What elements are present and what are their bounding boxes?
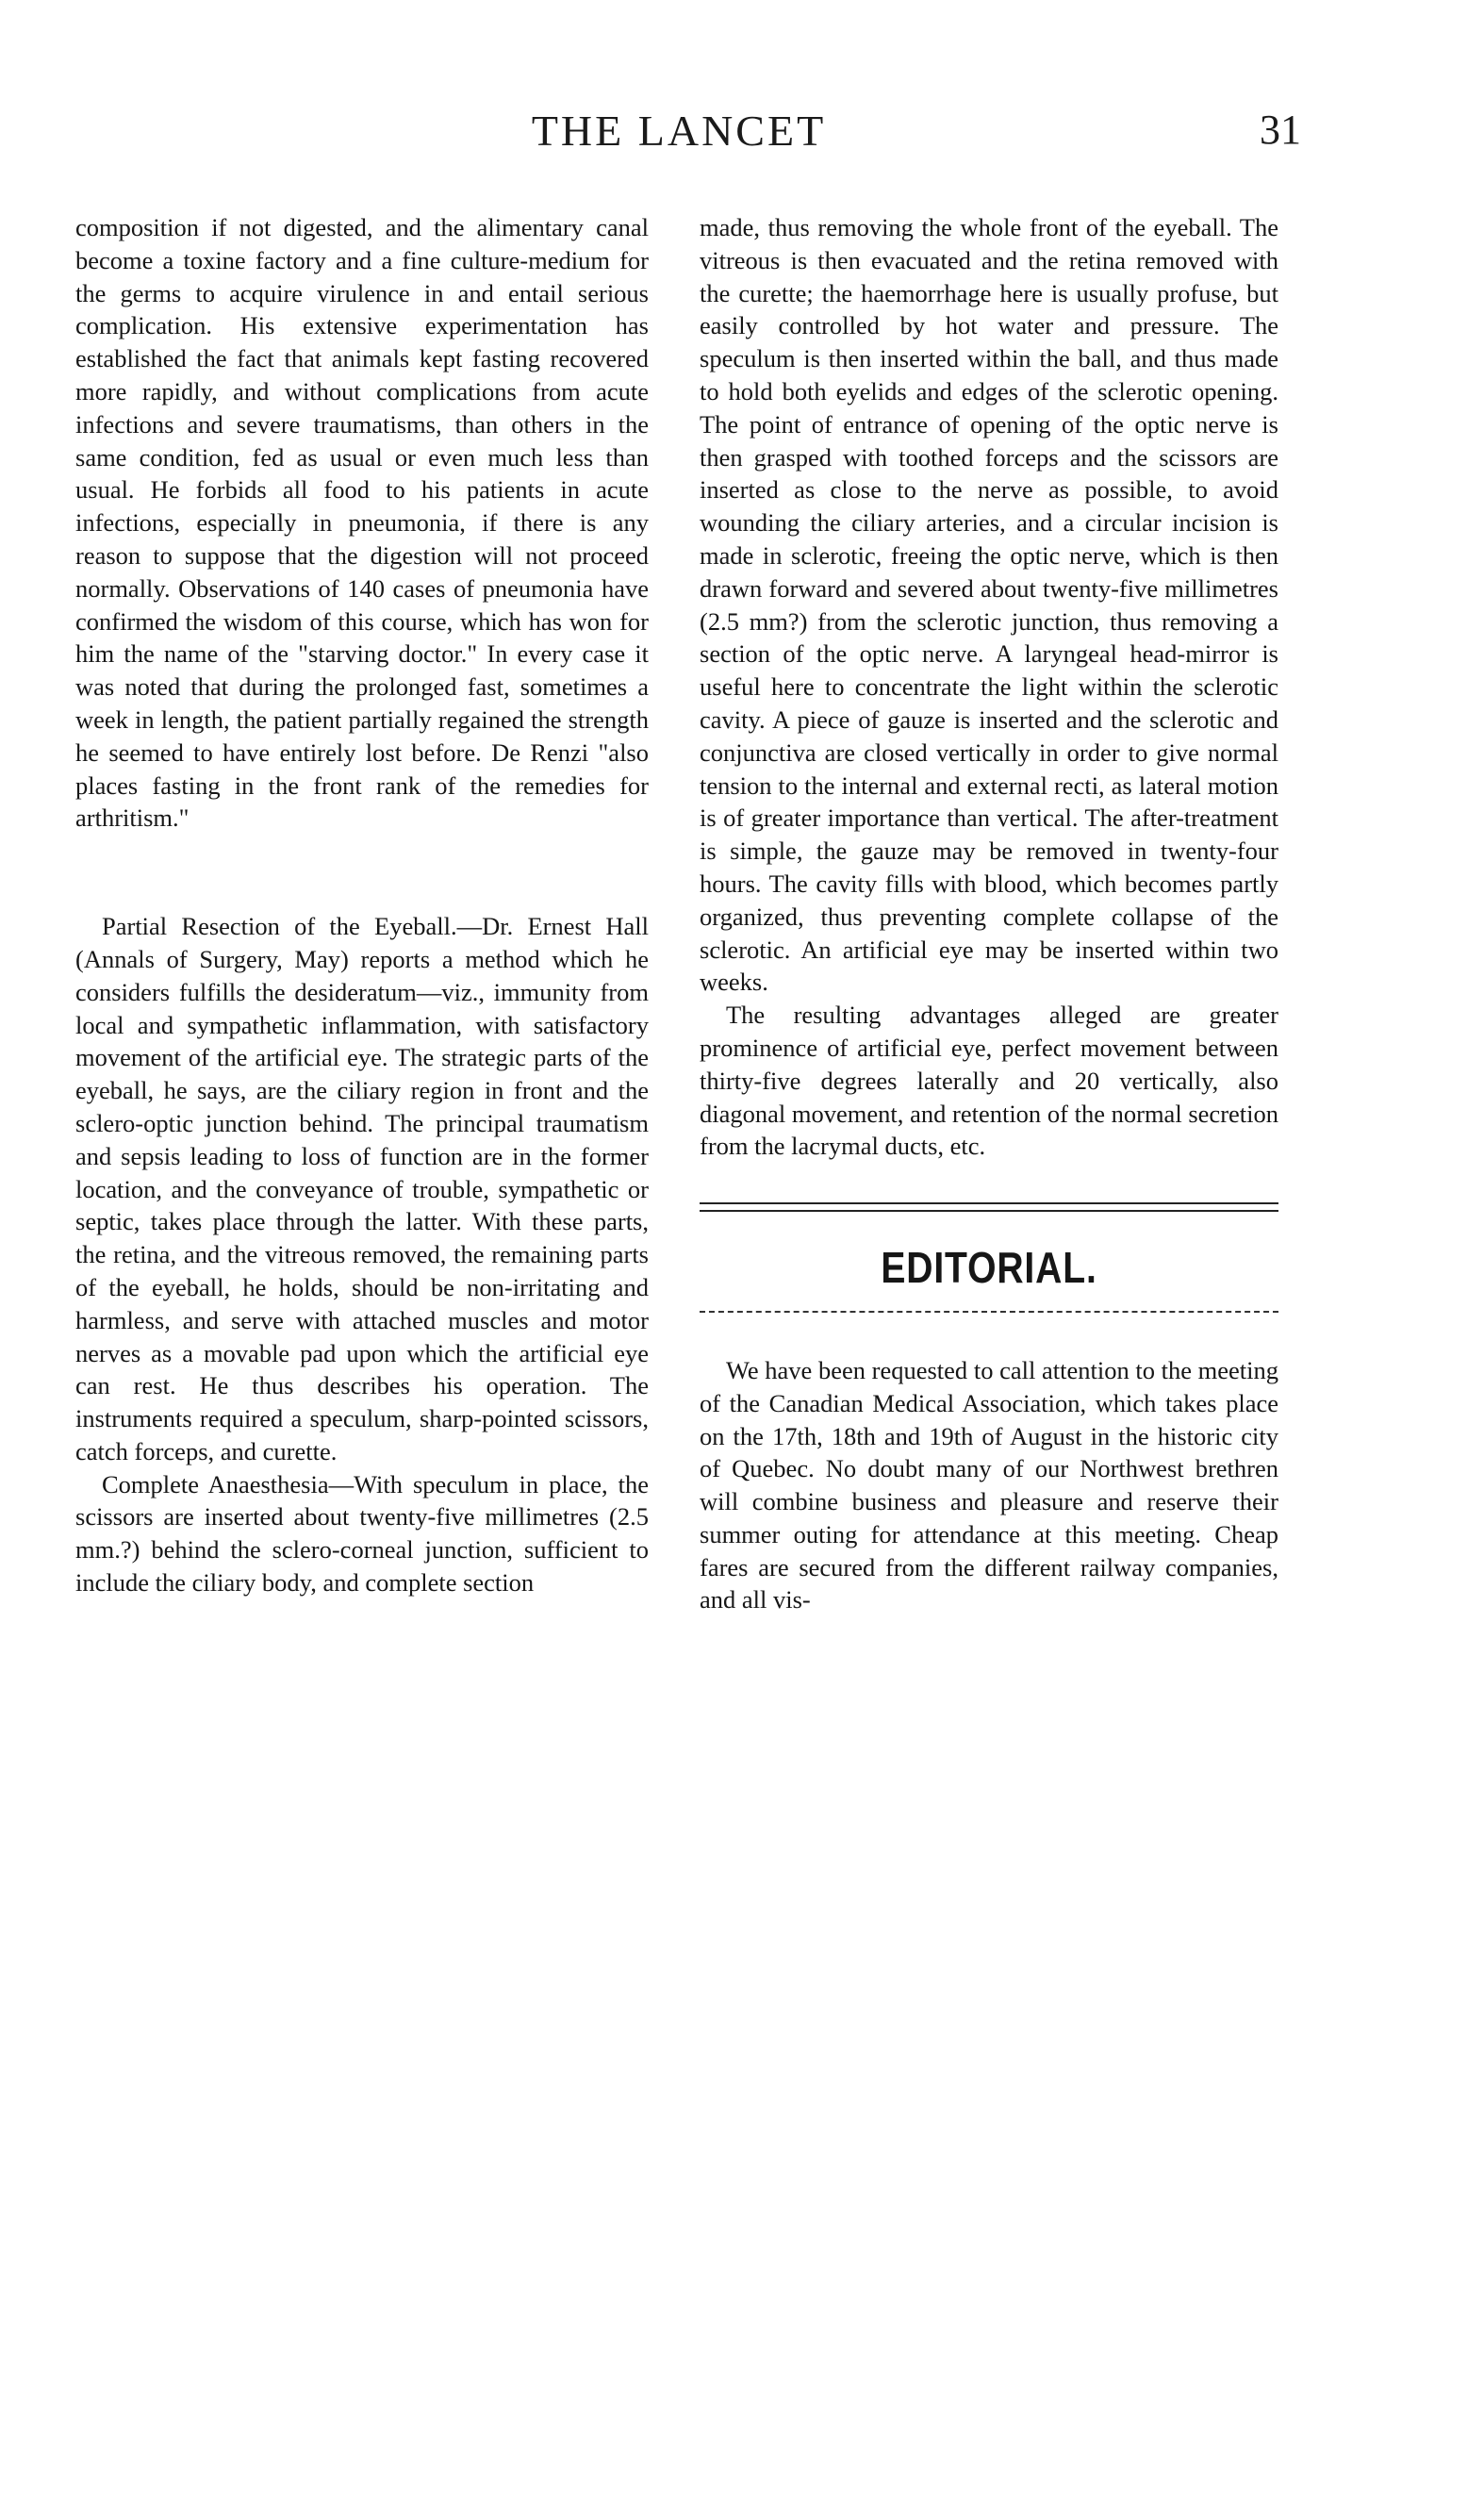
page-header (57, 106, 1301, 174)
paragraph-spacer (75, 835, 649, 910)
heading-dashed-rule (700, 1311, 1278, 1313)
article-paragraph-procedure: made, thus removing the whole front of the eyeball. The vitreous is then evacuated and the retina removed with the curette; the haemorrhage here is usually profuse, but easily controlled by hot water and pressure. The speculum is then inserted within the ball, and thus made to hold both eyelids and edges of the sclerotic opening. The point of entrance of opening of the optic nerve is then grasped with toothed forceps and the scissors are inserted as close to the nerve as possible, to avoid wounding the ciliary arteries, and a circular incision is made in sclerotic, freeing the optic nerve, which is then drawn forward and severed about twenty-five millimetres (2.5 mm?) from the sclerotic junction, thus removing a section of the optic nerve. A laryngeal head-mirror is useful here to concentrate the light within the sclerotic cavity. A piece of gauze is inserted and the sclerotic and conjunctiva are closed vertically in order to give normal tension to the internal and external recti, as lateral motion is of greater importance than vertical. The after-treatment is simple, the gauze may be removed in twenty-four hours. The cavity fills with blood, which becomes partly organized, thus preventing complete collapse of the sclerotic. An artificial eye may be inserted within two weeks. (700, 213, 1278, 997)
page-number: 31 (1260, 107, 1301, 153)
journal-title: THE LANCET (531, 107, 827, 155)
article-paragraph-fasting: composition if not digested, and the alimentary canal become a toxine factory and a fine culture-medium for the germs to acquire virulence in and entail serious complication. His extensive experimentation has established the fact that animals kept fasting recovered more rapidly, and without complications from acute infections and severe traumatisms, than others in the same condition, fed as usual or even much less than usual. He forbids all food to his patients in acute infections, especially in pneumonia, if there is any reason to suppose that the digestion will not proceed normally. Observations of 140 cases of pneumonia have confirmed the wisdom of this course, which has won for him the name of the "starving doctor." In every case it was noted that during the prolonged fast, sometimes a week in length, the patient partially regained the strength he seemed to have entirely lost before. De Renzi "also places fasting in the front rank of the remedies for arthritism." (75, 213, 649, 833)
left-column (75, 211, 649, 1599)
section-divider (700, 1202, 1278, 1212)
article-paragraph-eyeball-resection: Partial Resection of the Eyeball.—Dr. Ernest Hall (Annals of Surgery, May) reports a method which he considers fulfills the desideratum—viz., immunity from local and sympathetic inflammation, with satisfactory movement of the artificial eye. The strategic parts of the eyeball, he says, are the ciliary region in front and the sclero-optic junction behind. The principal traumatism and sepsis leading to loss of function are in the former location, and the conveyance of trouble, sympathetic or septic, takes place through the latter. With these parts, the retina, and the vitreous removed, the remaining parts of the eyeball, he holds, should be non-irritating and harmless, and serve with attached muscles and motor nerves as a movable pad upon which the artificial eye can rest. He thus describes his operation. The instruments required a speculum, sharp-pointed scissors, catch forceps, and curette. (75, 912, 649, 1465)
divider-line (700, 1202, 1278, 1204)
editorial-heading: EDITORIAL. (881, 1243, 1097, 1293)
editorial-paragraph: We have been requested to call attention to the meeting of the Canadian Medical Association, which takes place on the 17th, 18th and 19th of August in the historic city of Quebec. No doubt many of our Northwest brethren will combine business and pleasure and reserve their summer outing for attendance at this meeting. Cheap fares are secured from the different railway companies, and all vis- (700, 1355, 1278, 1614)
right-column (700, 211, 1278, 1616)
article-paragraph-advantages: The resulting advantages alleged are greater prominence of artificial eye, perfect movement between thirty-five degrees laterally and 20 vertically, also diagonal movement, and retention of the normal secretion from the lacrymal ducts, etc. (700, 1001, 1278, 1161)
divider-line (700, 1210, 1278, 1212)
article-paragraph-anaesthesia: Complete Anaesthesia—With speculum in place, the scissors are inserted about twenty-five millimetres (2.5 mm.?) behind the sclero-corneal junction, sufficient to include the ciliary body, and complete section (75, 1469, 649, 1598)
